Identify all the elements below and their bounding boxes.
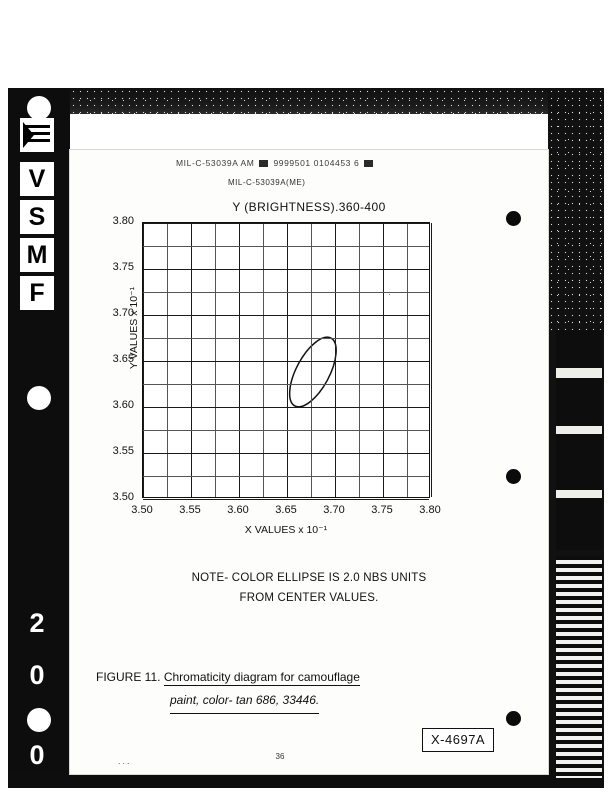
x-tick-label: 3.65 [275,504,297,516]
header-spec-number: MIL-C-53039A AM [176,158,255,168]
y-tick-label: 3.80 [112,215,134,227]
punch-hole [506,211,521,226]
film-registration-dot [27,708,51,732]
chart-gridline-horizontal [143,223,429,224]
chart-gridline-horizontal [143,269,429,270]
chart-note [70,568,548,608]
chart-note-line-2: FROM CENTER VALUES. [239,592,379,604]
film-letter-m: M [20,238,54,272]
chart-gridline-vertical [359,223,360,497]
document-number-badge: X-4697A [422,728,494,752]
chart-gridline-horizontal [143,246,429,247]
film-letter-f: F [20,276,54,310]
document-header-line-2: MIL-C-53039A(ME) [228,178,306,187]
x-axis-title: X VALUES x 10⁻¹ [244,524,328,536]
figure-caption [96,666,526,714]
y-tick-label: 3.60 [112,399,134,411]
film-digit-0a: 0 [29,660,45,690]
chart-gridline-vertical [263,223,264,497]
chart-gridline-vertical [335,223,336,497]
chart-gridline-vertical [215,223,216,497]
film-registration-dot [27,386,51,410]
chart-gridline-horizontal [143,338,429,339]
y-tick-label: 3.75 [112,261,134,273]
x-tick-label: 3.80 [419,504,441,516]
x-tick-label: 3.50 [131,504,153,516]
y-tick-label: 3.70 [112,307,134,319]
film-registration-dot [27,96,51,120]
chart-gridline-vertical [191,223,192,497]
y-tick-label: 3.65 [112,353,134,365]
figure-caption-line-1: Chromaticity diagram for camouflage [163,670,360,684]
chart-gridline-horizontal [143,407,429,408]
vsmf-logo-icon [20,118,54,152]
document-header-line-1 [176,158,378,168]
film-digit-0b: 0 [29,740,45,770]
chart-title: Y (BRIGHTNESS).360-400 [232,200,386,214]
film-letter-v: V [20,162,54,196]
chart-gridline-vertical [143,223,144,497]
x-tick-label: 3.70 [323,504,345,516]
chart-gridline-horizontal [143,453,429,454]
y-tick-label: 3.55 [112,445,134,457]
film-letter-s: S [20,200,54,234]
chart-gridline-vertical [383,223,384,497]
chart-gridline-horizontal [143,361,429,362]
chart-gridline-vertical [431,223,432,497]
header-barcode-number: 9999501 0104453 6 [273,158,360,168]
chart-note-line-1: NOTE- COLOR ELLIPSE IS 2.0 NBS UNITS [191,572,427,584]
x-tick-label: 3.60 [227,504,249,516]
stray-pencil-mark: ... [118,756,132,766]
chart-gridline-vertical [311,223,312,497]
film-digit-2: 2 [29,608,45,638]
chart-plot-area [142,222,430,498]
x-tick-label: 3.55 [179,504,201,516]
chart-gridline-vertical [407,223,408,497]
stray-scan-mark: · [388,289,391,299]
chart-gridline-horizontal [143,430,429,431]
chart-gridline-horizontal [143,384,429,385]
x-tick-label: 3.75 [371,504,393,516]
chart-gridline-horizontal [143,315,429,316]
microfilm-strip [8,88,70,788]
document-sheet [70,150,548,774]
chart-gridline-vertical [287,223,288,497]
film-edge-ladder [556,556,602,778]
figure-label: FIGURE 11. [96,670,161,684]
punch-hole [506,469,521,484]
film-edge-blocks [556,330,602,550]
punch-hole [506,711,521,726]
chromaticity-chart [112,215,441,536]
chart-gridline-vertical [167,223,168,497]
chart-gridline-horizontal [143,499,429,500]
chart-gridline-vertical [239,223,240,497]
page-number: 36 [275,752,285,761]
y-axis-title: Y VALUES x 10⁻¹ [128,286,140,370]
chart-gridline-horizontal [143,476,429,477]
y-tick-label: 3.50 [112,491,134,503]
chart-gridline-horizontal [143,292,429,293]
figure-caption-line-2: paint, color- tan 686, 33446. [170,689,319,714]
scan-border-top [8,88,556,114]
